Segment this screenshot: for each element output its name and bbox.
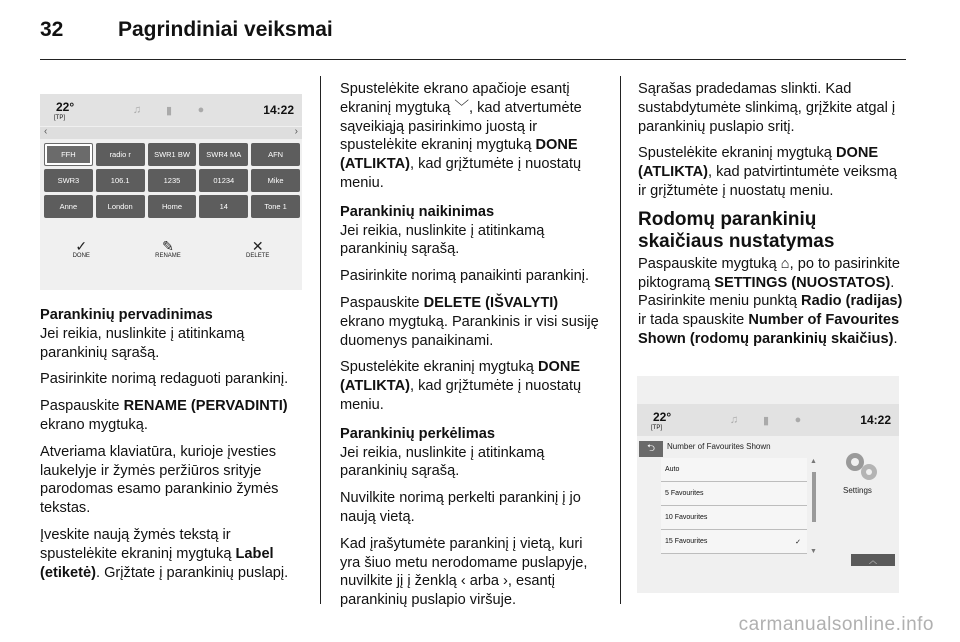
- rename-label: RENAME: [155, 253, 181, 259]
- delete-label: DELETE: [246, 253, 270, 259]
- header-rule: [40, 59, 906, 60]
- page-header: [40, 18, 333, 48]
- paragraph: Nuvilkite norimą perkelti parankinį į jo naują vietą.: [340, 490, 581, 525]
- text: Spustelėkite ekraninį mygtuką: [340, 359, 538, 376]
- favourite-button[interactable]: FFH: [44, 143, 93, 166]
- nav-icon[interactable]: ●: [794, 414, 802, 426]
- rename-term: RENAME (PERVADINTI): [123, 398, 288, 415]
- phone-icon[interactable]: ▮: [165, 104, 173, 117]
- list-item[interactable]: [661, 458, 807, 482]
- status-bar: [637, 404, 899, 436]
- back-button[interactable]: ⮌: [639, 441, 663, 457]
- option-label: Auto: [665, 466, 680, 473]
- text: , kad grįžtumėte į nuostatų meniu.: [340, 156, 582, 191]
- text: Spustelėkite ekrano apačioje esantį ekraninį mygtuką: [340, 81, 570, 116]
- temperature: 22°: [56, 100, 75, 114]
- favourites-row: [44, 195, 300, 218]
- done-term: DONE (ATLIKTA): [340, 359, 581, 395]
- heading-move: Parankinių perkėlimas: [340, 425, 495, 442]
- favourite-button[interactable]: 01234: [199, 169, 248, 192]
- text: . Grįžtate į parankinių puslapį.: [95, 564, 289, 581]
- page-number: 32: [40, 18, 64, 41]
- text: Paspauskite: [40, 398, 124, 415]
- favourite-button[interactable]: Anne: [44, 195, 93, 218]
- text: , kad patvirtintumėte veiksmą ir grįžtumėte į nuostatų meniu.: [638, 164, 897, 199]
- text: ir tada spauskite: [638, 312, 749, 329]
- status-bar: [40, 94, 302, 126]
- paragraph: Kad įrašytumėte parankinį į vietą, kuri yra šiuo metu nerodomame puslapyje, nuvilkite jį į ženklą ‹ arba ›, esantį parankinių puslapio viršuje.: [340, 535, 588, 609]
- delete-button[interactable]: [246, 239, 269, 259]
- check-icon: ✓: [75, 238, 88, 254]
- page-title: Pagrindiniai veiksmai: [118, 18, 333, 41]
- paragraph: Pasirinkite norimą panaikinti parankinį.: [340, 268, 590, 285]
- heading-rename: Parankinių pervadinimas: [40, 307, 213, 323]
- chevron-down-icon: ﹀: [454, 99, 469, 116]
- text: ekrano mygtuką. Parankinis ir visi susiję duomenys panaikinami.: [340, 313, 599, 349]
- text: Paspauskite mygtuką: [638, 255, 781, 272]
- music-note-icon[interactable]: ♫: [729, 414, 739, 426]
- settings-label: Settings: [843, 486, 872, 495]
- tp-indicator: [TP]: [54, 115, 66, 121]
- paragraph: [638, 144, 904, 200]
- paragraph: Pasirinkite norimą redaguoti parankinį.: [40, 371, 289, 388]
- clock: 14:22: [860, 413, 891, 427]
- music-note-icon[interactable]: ♫: [132, 104, 142, 116]
- number-shown-term: Number of Favourites Shown (rodomų parankinių skaičius): [638, 312, 900, 347]
- clock: 14:22: [263, 103, 294, 117]
- paragraph: Jei reikia, nuslinkite į atitinkamą parankinių sąrašą.: [40, 325, 245, 361]
- paragraph: [40, 526, 304, 582]
- home-icon: ⌂: [780, 255, 790, 272]
- favourites-grid: [44, 143, 300, 221]
- label-term: Label (etiketė): [40, 545, 274, 581]
- pencil-icon: ✎: [162, 238, 174, 254]
- check-icon: ✓: [795, 538, 801, 546]
- scroll-thumb[interactable]: [812, 472, 816, 522]
- favourite-button[interactable]: Tone 1: [251, 195, 300, 218]
- scroll-up-icon[interactable]: ▲: [810, 458, 817, 465]
- favourite-button[interactable]: London: [96, 195, 145, 218]
- paragraph: [638, 255, 904, 349]
- paragraph: Jei reikia, nuslinkite į atitinkamą parankinių sąrašą.: [340, 444, 545, 480]
- favourite-button[interactable]: radio r: [96, 143, 145, 166]
- radio-term: Radio (radijas): [801, 293, 903, 310]
- favourite-button[interactable]: 14: [199, 195, 248, 218]
- text: , kad atvertumėte sąveikiąją pasirinkimo juostą ir spustelėkite ekraninį mygtuką: [340, 99, 582, 154]
- favourites-row: [44, 169, 300, 192]
- settings-screen: [637, 376, 899, 593]
- text: Spustelėkite ekraninį mygtuką: [638, 145, 836, 162]
- paragraph: Atveriama klaviatūra, kurioje įvesties laukelyje ir žymės peržiūros srityje parodomas esamo parankinio žymės tekstas.: [40, 443, 279, 517]
- column-divider-left: [320, 76, 321, 604]
- chevron-up-button[interactable]: ︿: [851, 554, 895, 566]
- option-label: 10 Favourites: [665, 514, 708, 521]
- done-term: DONE (ATLIKTA): [638, 145, 879, 181]
- rename-button[interactable]: [155, 239, 181, 259]
- text: Įveskite naują žymės tekstą ir spustelėkite ekraninį mygtuką: [40, 526, 236, 562]
- paragraph: [340, 80, 604, 193]
- page-nav-strip: [40, 127, 302, 139]
- prev-page-icon[interactable]: ‹: [44, 126, 48, 137]
- list-title: Number of Favourites Shown: [667, 442, 771, 451]
- text: . Pasirinkite meniu punktą: [638, 274, 895, 310]
- tp-indicator: [TP]: [651, 425, 663, 431]
- action-bar: [40, 234, 302, 264]
- favourite-button[interactable]: SWR4 MA: [199, 143, 248, 166]
- scroll-down-icon[interactable]: ▼: [810, 548, 817, 555]
- scrollbar[interactable]: [810, 458, 817, 555]
- text: .: [893, 330, 898, 347]
- list-item[interactable]: [661, 530, 807, 554]
- phone-icon[interactable]: ▮: [762, 414, 770, 427]
- favourite-button[interactable]: SWR3: [44, 169, 93, 192]
- next-page-icon[interactable]: ›: [294, 126, 298, 137]
- delete-term: DELETE (IŠVALYTI): [423, 294, 559, 311]
- paragraph: [40, 397, 304, 435]
- text: Paspauskite: [340, 294, 424, 311]
- settings-term: SETTINGS (NUOSTATOS): [714, 274, 891, 291]
- favourites-row: [44, 143, 300, 166]
- paragraph: Sąrašas pradedamas slinkti. Kad sustabdytumėte slinkimą, grįžkite atgal į parankinių puslapio sritį.: [638, 81, 896, 135]
- paragraph: Jei reikia, nuslinkite į atitinkamą parankinių sąrašą.: [340, 222, 545, 258]
- option-label: 5 Favourites: [665, 490, 704, 497]
- heading-delete: Parankinių naikinimas: [340, 203, 495, 220]
- options-list: [661, 458, 807, 554]
- watermark-logo: carmanualsonline.info: [738, 614, 934, 635]
- nav-icon[interactable]: ●: [197, 104, 205, 116]
- list-item[interactable]: [661, 506, 807, 530]
- close-icon: ✕: [251, 238, 264, 254]
- temperature: 22°: [653, 410, 672, 424]
- settings-gear-icon: [841, 448, 881, 484]
- text: , kad grįžtumėte į nuostatų meniu.: [340, 378, 582, 413]
- favourite-button[interactable]: 1235: [148, 169, 197, 192]
- done-term: DONE (ATLIKTA): [340, 137, 578, 173]
- done-label: DONE: [72, 253, 90, 259]
- text: ekrano mygtuką.: [40, 416, 148, 433]
- favourite-button[interactable]: SWR1 BW: [148, 143, 197, 166]
- paragraph: [340, 358, 604, 414]
- heading-count: Rodomų parankinių skaičiaus nustatymas: [638, 208, 835, 252]
- option-label: 15 Favourites: [665, 538, 708, 545]
- favourites-screen: [40, 94, 302, 290]
- paragraph: [340, 294, 604, 350]
- column-divider-right: [620, 76, 621, 604]
- done-button[interactable]: [73, 239, 90, 259]
- favourite-button[interactable]: 106.1: [96, 169, 145, 192]
- column-1: [40, 306, 304, 590]
- text: , po to pasirinkite piktogramą: [638, 255, 900, 291]
- favourite-button[interactable]: Home: [148, 195, 197, 218]
- list-item[interactable]: [661, 482, 807, 506]
- column-3: [638, 80, 904, 357]
- favourite-button[interactable]: AFN: [251, 143, 300, 166]
- favourite-button[interactable]: Mike: [251, 169, 300, 192]
- column-2: [340, 80, 604, 618]
